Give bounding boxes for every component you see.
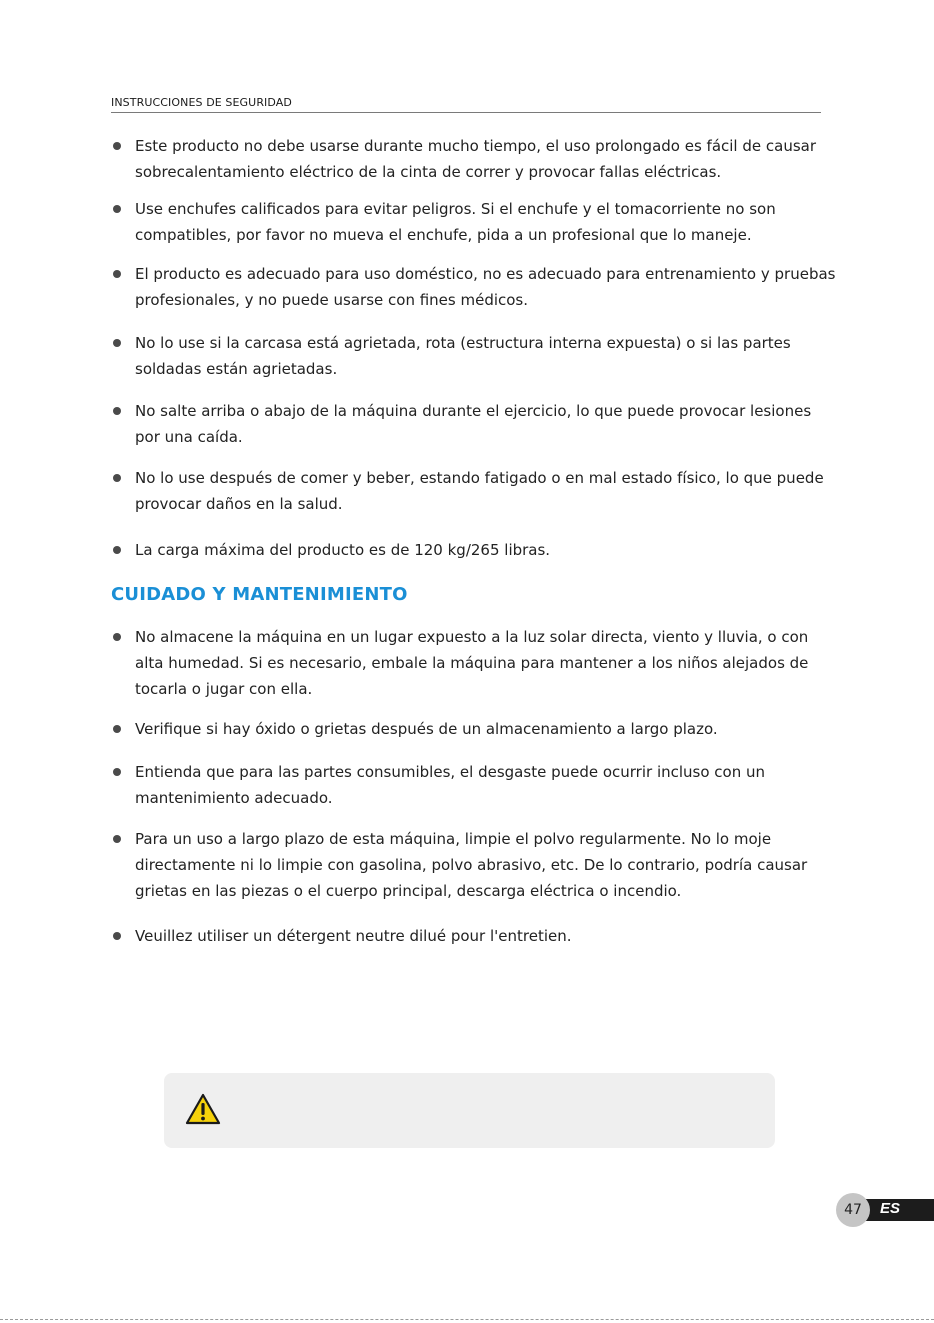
list-item xyxy=(111,133,835,185)
page-bottom-edge xyxy=(0,1319,934,1320)
list-item-text: No lo use después de comer y beber, estando fatigado o en mal estado físico, lo que puede provocar daños en la salud. xyxy=(135,469,824,513)
list-item xyxy=(111,537,835,563)
page-number-badge xyxy=(836,1193,934,1227)
list-item-text: El producto es adecuado para uso doméstico, no es adecuado para entrenamiento y pruebas profesionales, y no puede usarse con fines médicos. xyxy=(135,265,836,309)
warning-box xyxy=(164,1073,775,1148)
bullet-dot xyxy=(113,205,121,213)
list-item-text: No almacene la máquina en un lugar expuesto a la luz solar directa, viento y lluvia, o con alta humedad. Si es necesario, embale la máquina para mantener a los niños alejados de tocarla o jugar con ella. xyxy=(135,628,809,698)
bullet-dot xyxy=(113,725,121,733)
bullet-dot xyxy=(113,407,121,415)
list-item xyxy=(111,465,847,517)
list-item xyxy=(111,923,835,949)
list-item xyxy=(111,398,835,450)
warning-triangle-icon xyxy=(185,1093,221,1125)
list-item xyxy=(111,759,837,811)
list-item-text: Use enchufes calificados para evitar peligros. Si el enchufe y el tomacorriente no son compatibles, por favor no mueva el enchufe, pida a un profesional que lo maneje. xyxy=(135,200,776,244)
bullet-dot xyxy=(113,835,121,843)
page-header-label: INSTRUCCIONES DE SEGURIDAD xyxy=(111,96,292,109)
list-item xyxy=(111,624,837,702)
bullet-dot xyxy=(113,546,121,554)
list-item-text: Veuillez utiliser un détergent neutre dilué pour l'entretien. xyxy=(135,927,572,945)
header-divider xyxy=(111,112,821,113)
bullet-dot xyxy=(113,142,121,150)
list-item-text: No lo use si la carcasa está agrietada, rota (estructura interna expuesta) o si las partes soldadas están agrietadas. xyxy=(135,334,791,378)
list-item xyxy=(111,716,835,742)
list-item-text: Este producto no debe usarse durante mucho tiempo, el uso prolongado es fácil de causar sobrecalentamiento eléctrico de la cinta de correr y provocar fallas eléctricas. xyxy=(135,137,817,181)
bullet-dot xyxy=(113,270,121,278)
list-item xyxy=(111,330,835,382)
bullet-dot xyxy=(113,474,121,482)
bullet-dot xyxy=(113,768,121,776)
list-item-text: Verifique si hay óxido o grietas después de un almacenamiento a largo plazo. xyxy=(135,720,718,738)
language-label: ES xyxy=(880,1200,901,1217)
bullet-dot xyxy=(113,633,121,641)
list-item-text: No salte arriba o abajo de la máquina durante el ejercicio, lo que puede provocar lesiones por una caída. xyxy=(135,402,812,446)
list-item xyxy=(111,826,837,904)
list-item xyxy=(111,261,843,313)
bullet-dot xyxy=(113,339,121,347)
list-item-text: La carga máxima del producto es de 120 kg/265 libras. xyxy=(135,541,551,559)
list-item-text: Para un uso a largo plazo de esta máquina, limpie el polvo regularmente. No lo moje directamente ni lo limpie con gasolina, polvo abrasivo, etc. De lo contrario, podría causar grietas en las piezas o el cuerpo principal, descarga eléctrica o incendio. xyxy=(135,830,808,900)
bullet-dot xyxy=(113,932,121,940)
list-item xyxy=(111,196,847,248)
list-item-text: Entienda que para las partes consumibles, el desgaste puede ocurrir incluso con un mantenimiento adecuado. xyxy=(135,763,766,807)
page-number: 47 xyxy=(836,1193,870,1227)
section-title-care: CUIDADO Y MANTENIMIENTO xyxy=(111,584,408,605)
